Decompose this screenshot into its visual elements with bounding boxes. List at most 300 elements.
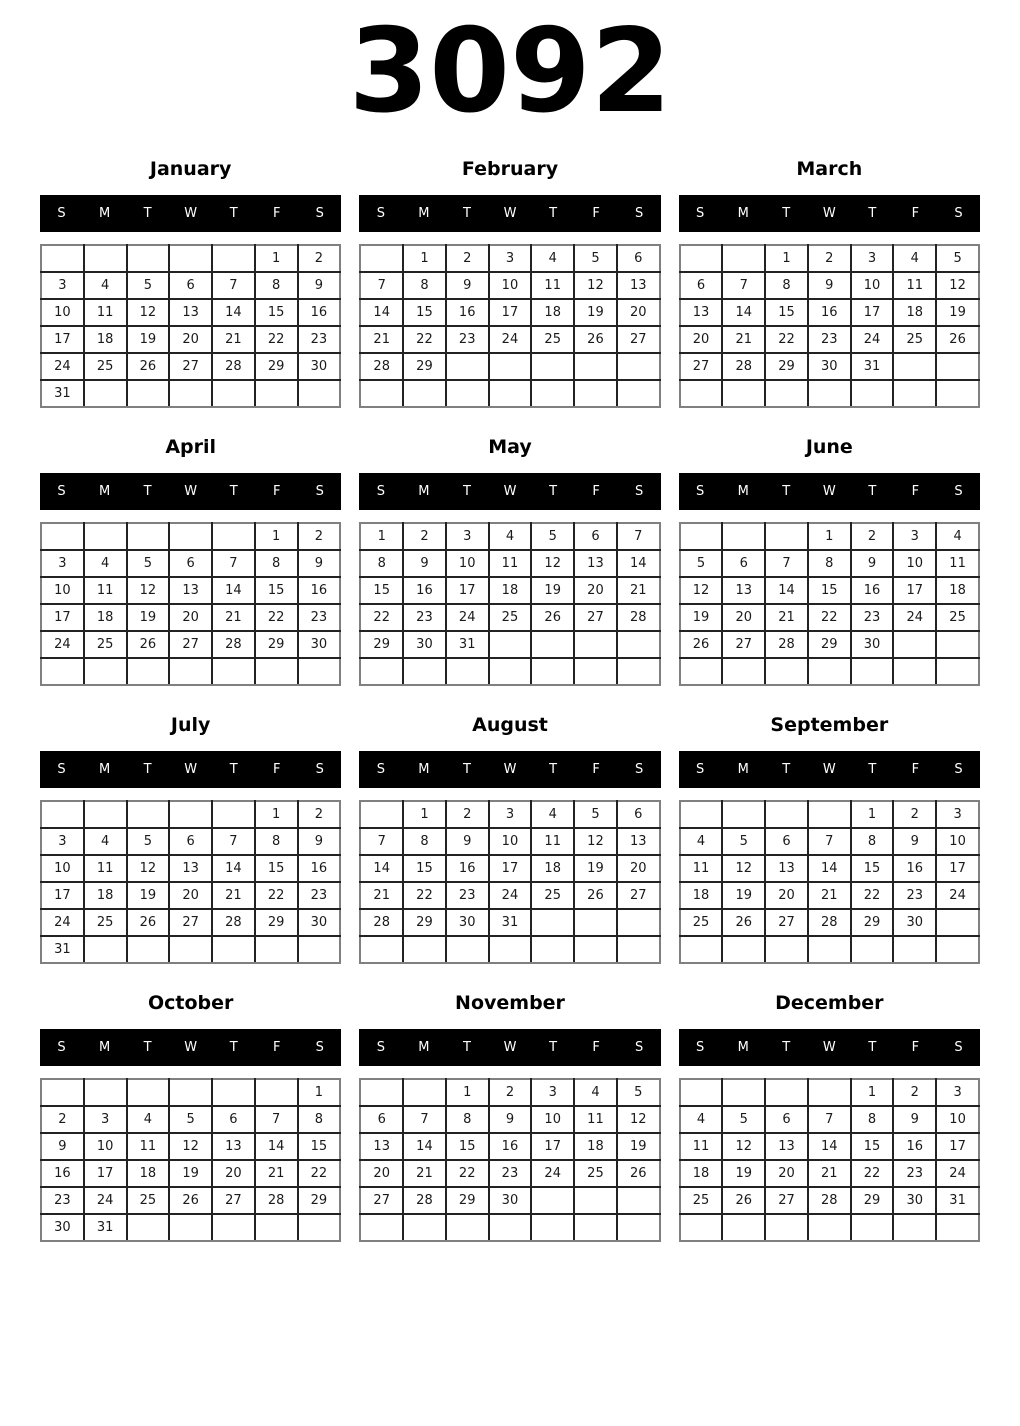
day-cell: 9	[298, 272, 341, 299]
day-cell: 27	[169, 631, 212, 658]
day-cell: 21	[255, 1160, 298, 1187]
day-cell: 6	[169, 828, 212, 855]
day-cell: 19	[617, 1133, 660, 1160]
week-row	[680, 1106, 979, 1133]
month-title: May	[488, 436, 532, 458]
day-cell: 13	[169, 577, 212, 604]
day-cell: 4	[531, 801, 574, 828]
day-cell: 14	[212, 577, 255, 604]
empty-day-cell	[680, 1214, 723, 1241]
day-cell: 9	[893, 828, 936, 855]
week-row	[360, 523, 659, 550]
weekday-label: M	[737, 1040, 749, 1055]
week-row	[680, 523, 979, 550]
weekday-label: T	[868, 762, 877, 777]
day-cell: 13	[680, 299, 723, 326]
empty-day-cell	[360, 1079, 403, 1106]
empty-day-cell	[765, 936, 808, 963]
day-cell: 3	[936, 1079, 979, 1106]
weekday-label: M	[98, 484, 111, 499]
day-cell: 1	[446, 1079, 489, 1106]
day-cell: 30	[298, 353, 341, 380]
day-cell: 26	[127, 909, 170, 936]
day-cell: 13	[360, 1133, 403, 1160]
empty-day-cell	[360, 1214, 403, 1241]
day-cell: 3	[84, 1106, 127, 1133]
empty-day-cell	[531, 909, 574, 936]
day-cell: 9	[851, 550, 894, 577]
empty-day-cell	[851, 1214, 894, 1241]
day-cell: 15	[255, 299, 298, 326]
weekday-label: F	[911, 484, 920, 499]
day-cell: 1	[808, 523, 851, 550]
empty-day-cell	[617, 380, 660, 407]
empty-day-cell	[893, 1214, 936, 1241]
week-row	[360, 1133, 659, 1160]
month-day-grid	[40, 1078, 341, 1242]
week-row	[41, 353, 340, 380]
empty-day-cell	[446, 936, 489, 963]
day-cell: 29	[808, 631, 851, 658]
empty-day-cell	[255, 380, 298, 407]
weekday-label: W	[503, 484, 517, 499]
weekday-label: S	[635, 1040, 644, 1055]
empty-day-cell	[893, 658, 936, 685]
empty-day-cell	[212, 1214, 255, 1241]
month-day-grid	[679, 522, 980, 686]
day-cell: 11	[127, 1133, 170, 1160]
day-cell: 26	[680, 631, 723, 658]
week-row	[680, 631, 979, 658]
day-cell: 12	[936, 272, 979, 299]
day-cell: 27	[169, 353, 212, 380]
day-cell: 1	[403, 245, 446, 272]
week-row	[41, 1079, 340, 1106]
day-cell: 3	[851, 245, 894, 272]
day-cell: 26	[574, 882, 617, 909]
day-cell: 14	[212, 855, 255, 882]
day-cell: 4	[84, 550, 127, 577]
month-section	[679, 154, 980, 408]
day-cell: 9	[446, 272, 489, 299]
day-cell: 16	[298, 577, 341, 604]
day-cell: 28	[255, 1187, 298, 1214]
week-row	[360, 604, 659, 631]
weekday-label: T	[782, 762, 791, 777]
day-cell: 16	[298, 855, 341, 882]
day-cell: 16	[298, 299, 341, 326]
empty-day-cell	[808, 801, 851, 828]
day-cell: 19	[127, 882, 170, 909]
day-cell: 7	[212, 550, 255, 577]
day-cell: 19	[127, 326, 170, 353]
empty-day-cell	[212, 245, 255, 272]
week-row	[360, 909, 659, 936]
empty-day-cell	[722, 1214, 765, 1241]
day-cell: 11	[893, 272, 936, 299]
day-cell: 11	[489, 550, 532, 577]
day-cell: 30	[403, 631, 446, 658]
weekday-label: T	[868, 206, 877, 221]
day-cell: 17	[489, 855, 532, 882]
week-row	[41, 801, 340, 828]
day-cell: 16	[489, 1133, 532, 1160]
day-cell: 15	[808, 577, 851, 604]
week-row	[360, 326, 659, 353]
weekday-label: T	[229, 762, 238, 777]
day-cell: 29	[298, 1187, 341, 1214]
week-row	[41, 299, 340, 326]
day-cell: 13	[574, 550, 617, 577]
empty-day-cell	[808, 1214, 851, 1241]
empty-day-cell	[765, 380, 808, 407]
day-cell: 21	[403, 1160, 446, 1187]
day-cell: 2	[808, 245, 851, 272]
day-cell: 28	[212, 631, 255, 658]
day-cell: 22	[255, 326, 298, 353]
day-cell: 5	[127, 272, 170, 299]
weekday-label: M	[418, 484, 430, 499]
day-cell: 18	[680, 1160, 723, 1187]
day-cell: 11	[531, 272, 574, 299]
day-cell: 23	[489, 1160, 532, 1187]
month-section	[359, 988, 660, 1242]
empty-day-cell	[765, 1214, 808, 1241]
empty-day-cell	[41, 523, 84, 550]
day-cell: 3	[446, 523, 489, 550]
month-title: June	[805, 436, 853, 458]
month-section	[359, 154, 660, 408]
empty-day-cell	[84, 380, 127, 407]
day-cell: 14	[808, 1133, 851, 1160]
day-cell: 2	[851, 523, 894, 550]
empty-day-cell	[680, 1079, 723, 1106]
day-cell: 17	[41, 882, 84, 909]
weekday-label: T	[782, 484, 791, 499]
day-cell: 1	[298, 1079, 341, 1106]
week-row	[41, 604, 340, 631]
week-row	[41, 523, 340, 550]
month-section	[679, 988, 980, 1242]
day-cell: 24	[84, 1187, 127, 1214]
week-row	[360, 801, 659, 828]
day-cell: 28	[808, 1187, 851, 1214]
weekday-header-bar	[359, 473, 660, 510]
day-cell: 24	[893, 604, 936, 631]
day-cell: 29	[403, 353, 446, 380]
day-cell: 20	[360, 1160, 403, 1187]
weekday-header-bar	[359, 1029, 660, 1066]
empty-day-cell	[84, 523, 127, 550]
day-cell: 10	[489, 272, 532, 299]
empty-day-cell	[531, 1187, 574, 1214]
month-day-grid	[679, 800, 980, 964]
weekday-label: T	[462, 206, 471, 221]
day-cell: 22	[808, 604, 851, 631]
day-cell: 23	[851, 604, 894, 631]
day-cell: 22	[403, 326, 446, 353]
day-cell: 30	[893, 1187, 936, 1214]
day-cell: 5	[127, 828, 170, 855]
week-row	[680, 326, 979, 353]
day-cell: 20	[722, 604, 765, 631]
month-title: July	[170, 714, 211, 736]
day-cell: 13	[212, 1133, 255, 1160]
weekday-header-bar	[679, 1029, 980, 1066]
day-cell: 22	[851, 1160, 894, 1187]
empty-day-cell	[851, 936, 894, 963]
day-cell: 26	[574, 326, 617, 353]
day-cell: 4	[936, 523, 979, 550]
day-cell: 15	[403, 855, 446, 882]
empty-day-cell	[765, 523, 808, 550]
day-cell: 4	[893, 245, 936, 272]
day-cell: 7	[808, 1106, 851, 1133]
day-cell: 7	[360, 272, 403, 299]
week-row	[360, 658, 659, 685]
empty-day-cell	[212, 380, 255, 407]
empty-day-cell	[722, 936, 765, 963]
month-day-grid	[40, 800, 341, 964]
day-cell: 23	[893, 1160, 936, 1187]
day-cell: 4	[84, 828, 127, 855]
month-title: October	[147, 992, 234, 1014]
day-cell: 22	[851, 882, 894, 909]
month-section	[359, 432, 660, 686]
day-cell: 24	[489, 326, 532, 353]
weekday-label: F	[911, 1040, 920, 1055]
day-cell: 30	[298, 631, 341, 658]
day-cell: 29	[360, 631, 403, 658]
day-cell: 12	[127, 577, 170, 604]
empty-day-cell	[446, 658, 489, 685]
day-cell: 8	[765, 272, 808, 299]
day-cell: 31	[84, 1214, 127, 1241]
empty-day-cell	[84, 936, 127, 963]
month-section	[40, 988, 341, 1242]
empty-day-cell	[84, 245, 127, 272]
empty-day-cell	[446, 380, 489, 407]
day-cell: 12	[169, 1133, 212, 1160]
empty-day-cell	[255, 1079, 298, 1106]
day-cell: 25	[893, 326, 936, 353]
weekday-label: T	[143, 762, 152, 777]
day-cell: 4	[574, 1079, 617, 1106]
day-cell: 21	[212, 326, 255, 353]
weekday-label: M	[418, 762, 430, 777]
empty-day-cell	[127, 523, 170, 550]
day-cell: 30	[446, 909, 489, 936]
weekday-label: W	[822, 762, 836, 777]
day-cell: 20	[169, 326, 212, 353]
day-cell: 12	[722, 855, 765, 882]
empty-day-cell	[531, 936, 574, 963]
empty-day-cell	[893, 631, 936, 658]
empty-day-cell	[531, 380, 574, 407]
empty-day-cell	[127, 658, 170, 685]
day-cell: 23	[41, 1187, 84, 1214]
day-cell: 12	[574, 272, 617, 299]
day-cell: 22	[255, 604, 298, 631]
day-cell: 31	[41, 936, 84, 963]
day-cell: 28	[360, 353, 403, 380]
day-cell: 18	[127, 1160, 170, 1187]
empty-day-cell	[489, 631, 532, 658]
day-cell: 31	[489, 909, 532, 936]
day-cell: 19	[722, 882, 765, 909]
empty-day-cell	[680, 523, 723, 550]
week-row	[41, 380, 340, 407]
day-cell: 28	[617, 604, 660, 631]
day-cell: 21	[765, 604, 808, 631]
empty-day-cell	[765, 801, 808, 828]
empty-day-cell	[574, 1187, 617, 1214]
empty-day-cell	[617, 631, 660, 658]
week-row	[360, 245, 659, 272]
weekday-label: W	[184, 484, 198, 499]
day-cell: 11	[531, 828, 574, 855]
weekday-label: S	[954, 484, 963, 499]
empty-day-cell	[127, 245, 170, 272]
day-cell: 12	[127, 299, 170, 326]
day-cell: 21	[212, 604, 255, 631]
day-cell: 28	[403, 1187, 446, 1214]
empty-day-cell	[722, 380, 765, 407]
week-row	[41, 882, 340, 909]
day-cell: 23	[808, 326, 851, 353]
month-section	[40, 154, 341, 408]
empty-day-cell	[255, 936, 298, 963]
day-cell: 10	[531, 1106, 574, 1133]
day-cell: 26	[722, 1187, 765, 1214]
week-row	[680, 380, 979, 407]
empty-day-cell	[489, 380, 532, 407]
empty-day-cell	[893, 353, 936, 380]
day-cell: 4	[680, 1106, 723, 1133]
weekday-label: M	[98, 1040, 111, 1055]
weekday-label: F	[911, 206, 920, 221]
empty-day-cell	[722, 245, 765, 272]
day-cell: 25	[680, 909, 723, 936]
weekday-label: T	[462, 762, 471, 777]
day-cell: 6	[360, 1106, 403, 1133]
empty-day-cell	[893, 380, 936, 407]
week-row	[41, 1187, 340, 1214]
week-row	[41, 272, 340, 299]
weekday-header-bar	[679, 751, 980, 788]
week-row	[360, 1079, 659, 1106]
weekday-label: T	[229, 206, 238, 221]
day-cell: 2	[298, 801, 341, 828]
weekday-label: W	[184, 1040, 198, 1055]
day-cell: 8	[255, 550, 298, 577]
empty-day-cell	[489, 936, 532, 963]
day-cell: 16	[893, 1133, 936, 1160]
weekday-header-bar	[359, 195, 660, 232]
week-row	[41, 631, 340, 658]
day-cell: 17	[41, 604, 84, 631]
empty-day-cell	[41, 1079, 84, 1106]
empty-day-cell	[169, 658, 212, 685]
month-title: November	[455, 992, 565, 1014]
empty-day-cell	[765, 658, 808, 685]
day-cell: 22	[360, 604, 403, 631]
day-cell: 13	[765, 1133, 808, 1160]
week-row	[41, 1214, 340, 1241]
empty-day-cell	[127, 380, 170, 407]
day-cell: 3	[893, 523, 936, 550]
day-cell: 7	[617, 523, 660, 550]
day-cell: 14	[360, 855, 403, 882]
day-cell: 10	[893, 550, 936, 577]
day-cell: 24	[531, 1160, 574, 1187]
week-row	[41, 936, 340, 963]
week-row	[360, 1160, 659, 1187]
week-row	[680, 1133, 979, 1160]
day-cell: 23	[446, 882, 489, 909]
day-cell: 3	[41, 550, 84, 577]
day-cell: 7	[765, 550, 808, 577]
weekday-label: T	[868, 1040, 877, 1055]
month-day-grid	[40, 244, 341, 408]
day-cell: 1	[403, 801, 446, 828]
weekday-label: M	[98, 762, 111, 777]
day-cell: 20	[212, 1160, 255, 1187]
empty-day-cell	[212, 658, 255, 685]
day-cell: 19	[531, 577, 574, 604]
day-cell: 1	[851, 801, 894, 828]
empty-day-cell	[489, 353, 532, 380]
empty-day-cell	[489, 1214, 532, 1241]
weekday-label: F	[592, 762, 600, 777]
day-cell: 18	[680, 882, 723, 909]
day-cell: 9	[298, 828, 341, 855]
day-cell: 6	[765, 828, 808, 855]
empty-day-cell	[574, 936, 617, 963]
day-cell: 19	[936, 299, 979, 326]
day-cell: 8	[808, 550, 851, 577]
day-cell: 1	[255, 245, 298, 272]
day-cell: 2	[298, 523, 341, 550]
day-cell: 23	[893, 882, 936, 909]
day-cell: 21	[617, 577, 660, 604]
empty-day-cell	[84, 801, 127, 828]
weekday-label: S	[696, 206, 705, 221]
day-cell: 27	[765, 1187, 808, 1214]
weekday-label: W	[822, 1040, 836, 1055]
week-row	[360, 577, 659, 604]
week-row	[680, 1160, 979, 1187]
day-cell: 3	[489, 245, 532, 272]
empty-day-cell	[298, 658, 341, 685]
empty-day-cell	[360, 801, 403, 828]
day-cell: 18	[489, 577, 532, 604]
day-cell: 21	[808, 1160, 851, 1187]
day-cell: 24	[936, 882, 979, 909]
day-cell: 25	[531, 882, 574, 909]
day-cell: 6	[617, 245, 660, 272]
day-cell: 16	[851, 577, 894, 604]
month-section	[679, 432, 980, 686]
weekday-label: S	[696, 484, 705, 499]
month-section	[40, 432, 341, 686]
day-cell: 6	[617, 801, 660, 828]
empty-day-cell	[765, 1079, 808, 1106]
empty-day-cell	[255, 658, 298, 685]
empty-day-cell	[531, 631, 574, 658]
day-cell: 20	[574, 577, 617, 604]
day-cell: 12	[722, 1133, 765, 1160]
